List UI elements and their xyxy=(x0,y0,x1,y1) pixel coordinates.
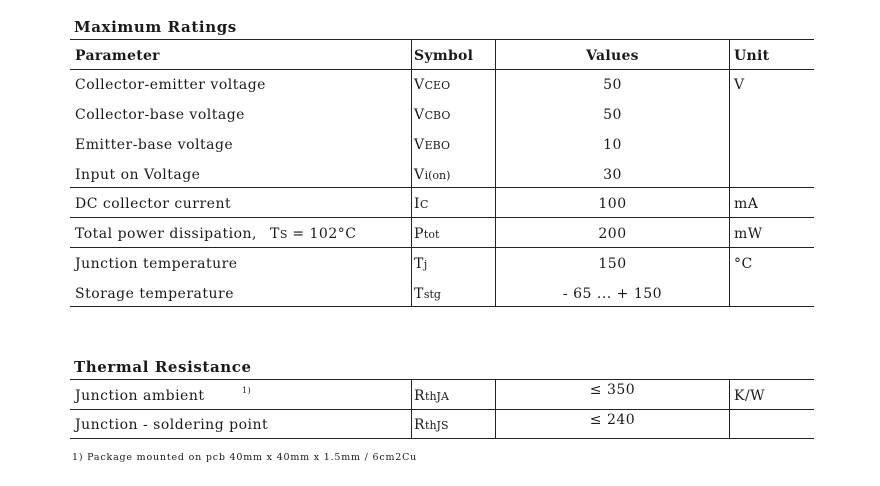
condition-cell: TS = 102°C xyxy=(270,226,357,242)
parameter-cell: Input on Voltage xyxy=(75,167,201,183)
table-rule xyxy=(70,187,814,188)
table-divider xyxy=(411,39,412,306)
symbol-cell: Ptot xyxy=(414,226,440,242)
unit-cell: mW xyxy=(734,226,763,242)
value-cell: 100 xyxy=(598,196,627,212)
table-rule xyxy=(70,306,814,307)
symbol-cell: IC xyxy=(414,196,429,212)
value-cell: 50 xyxy=(603,107,622,123)
parameter-cell: DC collector current xyxy=(75,196,232,212)
table-rule xyxy=(70,39,814,40)
symbol-cell: RthJA xyxy=(414,388,449,404)
value-cell: 200 xyxy=(598,226,627,242)
unit-cell: °C xyxy=(734,256,753,272)
symbol-cell: VEBO xyxy=(414,137,450,153)
table-divider xyxy=(729,379,730,438)
parameter-cell: Collector-base voltage xyxy=(75,107,245,123)
value-cell: ≤ 240 xyxy=(589,412,636,428)
header-unit: Unit xyxy=(734,48,770,64)
table-rule xyxy=(70,69,814,70)
table-rule xyxy=(70,409,814,410)
value-cell: ≤ 350 xyxy=(589,382,636,398)
table-divider xyxy=(411,379,412,438)
unit-cell: K/W xyxy=(734,388,766,404)
symbol-cell: VCBO xyxy=(414,107,451,123)
footnote-ref: 1) xyxy=(242,386,252,395)
max-ratings-title: Maximum Ratings xyxy=(74,18,237,36)
symbol-cell: Vi(on) xyxy=(414,167,451,183)
symbol-cell: Tj xyxy=(414,256,428,272)
parameter-cell: Junction - soldering point xyxy=(75,417,269,433)
value-cell: 150 xyxy=(598,256,627,272)
parameter-cell: Junction ambient xyxy=(75,388,205,404)
header-symbol: Symbol xyxy=(414,48,474,64)
header-parameter: Parameter xyxy=(75,48,160,64)
value-cell: - 65 ... + 150 xyxy=(562,286,663,302)
table-rule xyxy=(70,379,814,380)
parameter-cell: Storage temperature xyxy=(75,286,234,302)
table-rule xyxy=(70,217,814,218)
symbol-cell: VCEO xyxy=(414,77,451,93)
header-values: Values xyxy=(586,48,639,64)
parameter-cell: Collector-emitter voltage xyxy=(75,77,266,93)
parameter-cell: Junction temperature xyxy=(75,256,238,272)
unit-cell: V xyxy=(734,77,745,93)
table-divider xyxy=(729,39,730,306)
value-cell: 10 xyxy=(603,137,622,153)
value-cell: 30 xyxy=(603,167,622,183)
symbol-cell: RthJS xyxy=(414,417,449,433)
symbol-cell: Tstg xyxy=(414,286,441,302)
table-rule xyxy=(70,438,814,439)
parameter-cell: Total power dissipation, xyxy=(75,226,257,242)
parameter-cell: Emitter-base voltage xyxy=(75,137,234,153)
value-cell: 50 xyxy=(603,77,622,93)
unit-cell: mA xyxy=(734,196,759,212)
footnote: 1) Package mounted on pcb 40mm x 40mm x 1.5mm / 6cm2Cu xyxy=(72,452,418,463)
thermal-resistance-title: Thermal Resistance xyxy=(74,358,252,376)
table-rule xyxy=(70,247,814,248)
